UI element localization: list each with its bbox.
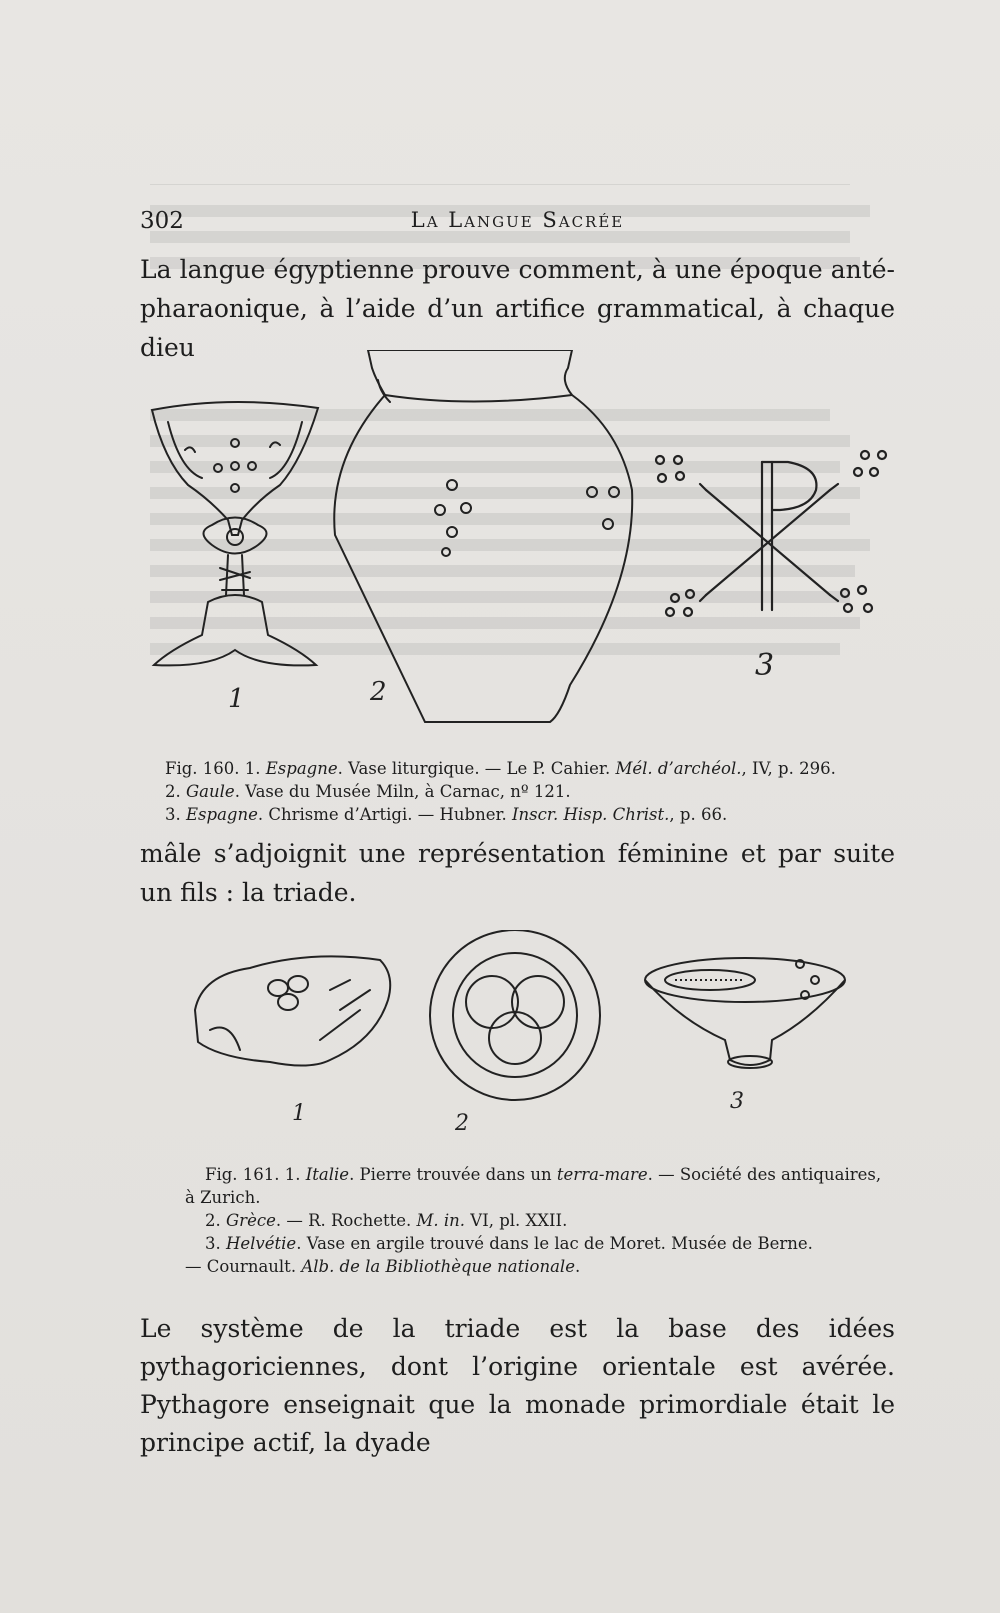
running-header	[140, 208, 895, 242]
paragraph-triade: mâle s’adjoignit une représentation féminine et par suite un fils : la triade.	[140, 839, 895, 907]
figure-160-caption	[165, 757, 885, 826]
fig161-label-3: 3	[730, 1089, 744, 1114]
fig161-caption-line: 2. Grèce. — R. Rochette. M. in. VI, pl. XXII.	[205, 1211, 568, 1230]
fig161-caption-line: Fig. 161. 1. Italie. Pierre trouvée dans un terra-mare. — Société des antiquaires, à Zurich.	[185, 1165, 882, 1207]
liturgical-vase-drawing	[152, 402, 318, 665]
fig160-caption-line: 3. Espagne. Chrisme d’Artigi. — Hubner. Inscr. Hisp. Christ., p. 66.	[165, 805, 728, 824]
paragraph-intro: La langue égyptienne prouve comment, à une époque anté-pharaonique, à l’aide d’un artifice grammatical, à chaque dieu	[140, 255, 895, 362]
clay-vase-drawing	[645, 958, 845, 1068]
carnac-vase-drawing	[334, 350, 632, 722]
fig160-label-3: 3	[755, 648, 775, 683]
greek-disc-drawing	[430, 930, 600, 1100]
fig160-label-1: 1	[228, 684, 245, 714]
stone-drawing	[195, 956, 390, 1065]
fig160-caption-line: Fig. 160. 1. Espagne. Vase liturgique. — Le P. Cahier. Mél. d’archéol., IV, p. 296.	[165, 759, 836, 778]
fig161-caption-line: 3. Helvétie. Vase en argile trouvé dans le lac de Moret. Musée de Berne.	[205, 1234, 813, 1253]
fig161-caption-line: — Cournault. Alb. de la Bibliothèque nationale.	[185, 1257, 581, 1276]
fig160-label-2: 2	[370, 677, 387, 707]
paragraph-pythagore: Le système de la triade est la base des idées pythagoriciennes, dont l’origine orientale est avérée. Pythagore enseignait que la monade primordiale était le principe actif, la dyade	[140, 1314, 895, 1457]
fig161-label-2: 2	[455, 1111, 469, 1136]
figure-160-illustration	[140, 350, 900, 730]
figure-161-caption	[185, 1163, 885, 1278]
figure-161-illustration	[180, 930, 880, 1140]
fig161-label-1: 1	[292, 1101, 306, 1126]
page-number: 302	[140, 208, 184, 234]
fig160-caption-line: 2. Gaule. Vase du Musée Miln, à Carnac, nº 121.	[165, 782, 571, 801]
running-title: La Langue Sacrée	[410, 208, 625, 232]
chrisme-drawing	[656, 451, 886, 616]
